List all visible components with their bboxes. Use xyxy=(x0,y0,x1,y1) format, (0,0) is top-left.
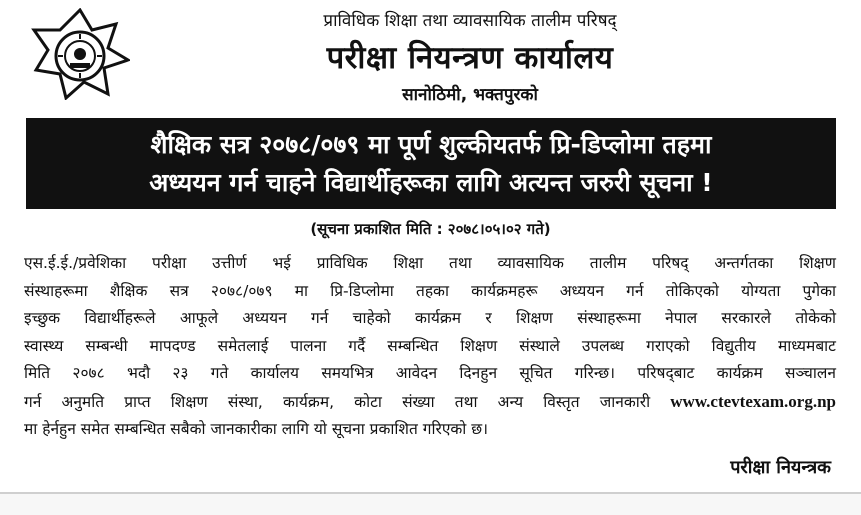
body-line-1: एस.ई.ई./प्रवेशिका परीक्षा उत्तीर्ण भई प्राविधिक शिक्षा तथा व्यावसायिक तालीम परिषद् अन्तर्गतका शिक्षण xyxy=(24,254,836,272)
signature-title: परीक्षा नियन्त्रक xyxy=(730,457,831,478)
body-line-2: संस्थाहरूमा शैक्षिक सत्र २०७८/०७९ मा प्रि-डिप्लोमा तहका कार्यक्रमहरू अध्ययन गर्न तोकिएको योग्यता पुगेका xyxy=(24,281,836,300)
body-line-6-text: गर्न अनुमति प्राप्त शिक्षण संस्था, कार्यक्रम, कोटा संख्या तथा अन्य विस्तृत जानकारी xyxy=(24,392,651,411)
body-line-7: मा हेर्नहुन समेत सम्बन्धित सबैको जानकारीका लागि यो सूचना प्रकाशित गरिएको छ। xyxy=(24,420,488,438)
bottom-strip xyxy=(0,494,861,515)
body-line-3: इच्छुक विद्यार्थीहरूले आफूले अध्ययन गर्न चाहेको कार्यक्रम र शिक्षण संस्थाहरूमा नेपाल सरकारले तोकेको xyxy=(24,309,836,327)
body-line-4: स्वास्थ्य सम्बन्धी मापदण्ड समेतलाई पालना गर्दै सम्बन्धित शिक्षण संस्थाले उपलब्ध गराएको विद्युतीय माध्यमबाट xyxy=(24,336,836,355)
office-location: सानोठिमी, भक्तपुरको xyxy=(402,85,538,105)
website-link[interactable]: www.ctevtexam.org.np xyxy=(670,391,836,411)
banner-line-2: अध्ययन गर्न चाहने विद्यार्थीहरूका लागि अत्यन्त जरुरी सूचना ! xyxy=(149,167,713,197)
notice-title-banner xyxy=(26,118,836,209)
body-line-5: मिति २०७८ भदौ २३ गते कार्यालय समयभित्र आवेदन दिनहुन सूचित गरिन्छ। परिषद्‌बाट कार्यक्रम सञ्चालन xyxy=(24,364,836,382)
office-name: परीक्षा नियन्त्रण कार्यालय xyxy=(326,40,614,76)
council-name: प्राविधिक शिक्षा तथा व्यावसायिक तालीम परिषद् xyxy=(323,11,617,31)
banner-line-1: शैक्षिक सत्र २०७८/०७९ मा पूर्ण शुल्कीयतर्फ प्रि-डिप्लोमा तहमा xyxy=(150,129,712,159)
notice-body xyxy=(24,250,836,444)
body-line-6 xyxy=(24,388,836,417)
ctevt-emblem-icon xyxy=(30,8,130,100)
published-date: (सूचना प्रकाशित मिति : २०७८।०५।०२ गते) xyxy=(310,220,551,238)
